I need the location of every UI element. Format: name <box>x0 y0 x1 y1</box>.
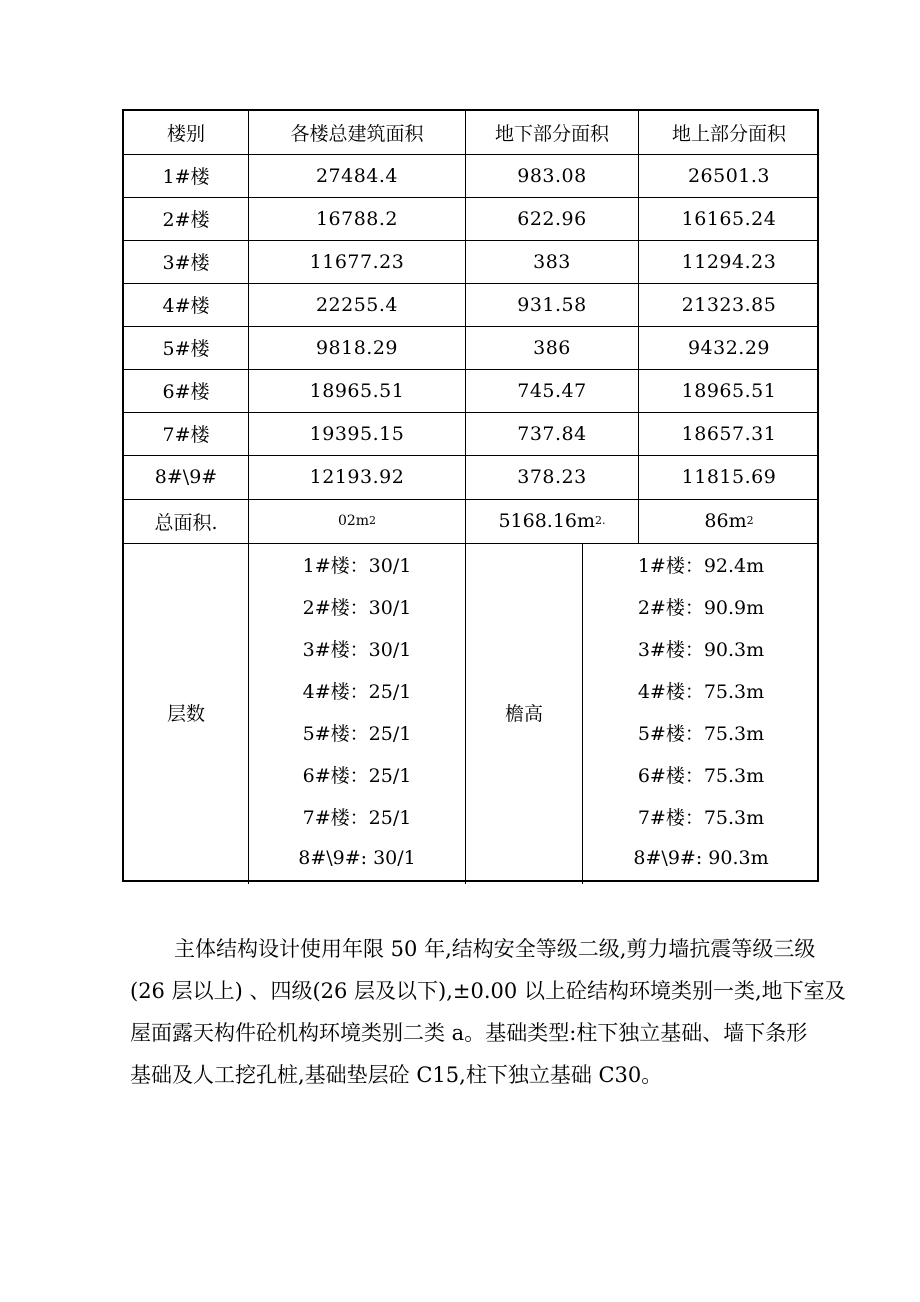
totals-underground: 5168.16m 2. <box>498 510 606 532</box>
list-item: 4#楼：75.3m <box>637 680 765 703</box>
cell-total: 18965.51 <box>309 379 405 402</box>
cell-building: 3#楼 <box>162 252 210 274</box>
cell-underground: 737.84 <box>517 422 587 445</box>
list-item: 1#楼：92.4m <box>637 554 765 577</box>
list-item: 1#楼：30/1 <box>302 554 412 577</box>
structure-description-paragraph <box>130 928 850 1096</box>
totals-total-value: 02m <box>337 513 370 529</box>
list-item: 3#楼：30/1 <box>302 638 412 661</box>
cell-total: 12193.92 <box>309 466 405 488</box>
cell-above: 16165.24 <box>681 207 777 230</box>
list-item: 3#楼：90.3m <box>637 638 765 661</box>
cell-total: 16788.2 <box>315 207 399 230</box>
cell-above: 18965.51 <box>681 379 777 402</box>
totals-total: 02m 2 <box>337 513 377 529</box>
cell-above: 26501.3 <box>687 164 771 187</box>
cell-underground: 931.58 <box>517 293 587 316</box>
list-item: 5#楼：25/1 <box>302 722 412 745</box>
cell-building: 6#楼 <box>162 381 210 403</box>
eave-label: 檐高 <box>504 703 543 725</box>
paragraph-line: 屋面露天构件砼机构环境类别二类 a。基础类型:柱下独立基础、墙下条形 <box>130 1021 808 1045</box>
cell-underground: 745.47 <box>517 379 587 402</box>
list-item: 7#楼：25/1 <box>302 806 412 829</box>
totals-underground-value: 5168.16m <box>498 510 596 532</box>
cell-underground: 378.23 <box>517 466 587 488</box>
header-underground-area: 地下部分面积 <box>494 123 609 145</box>
list-item: 2#楼：30/1 <box>302 596 412 619</box>
list-item: 8#\9#: 30/1 <box>298 847 416 869</box>
cell-building: 1#楼 <box>162 166 210 188</box>
floors-label: 层数 <box>166 703 205 725</box>
list-item: 6#楼：25/1 <box>302 764 412 787</box>
building-area-table <box>122 109 819 882</box>
list-item: 5#楼：75.3m <box>637 722 765 745</box>
paragraph-line: 主体结构设计使用年限 50 年,结构安全等级二级,剪力墙抗震等级三级 <box>174 937 816 961</box>
paragraph-line: (26 层以上) 、四级(26 层及以下),±0.00 以上砼结构环境类别一类,地下室及 <box>130 979 846 1003</box>
cell-total: 9818.29 <box>315 336 399 359</box>
cell-building: 7#楼 <box>162 424 210 446</box>
cell-building: 5#楼 <box>162 338 210 360</box>
cell-building: 4#楼 <box>162 295 210 317</box>
cell-above: 21323.85 <box>681 293 777 316</box>
list-item: 8#\9#: 90.3m <box>633 847 769 869</box>
cell-underground: 622.96 <box>517 207 587 230</box>
list-item: 2#楼：90.9m <box>637 596 765 619</box>
cell-above: 9432.29 <box>687 336 771 359</box>
list-item: 7#楼：75.3m <box>637 806 765 829</box>
cell-underground: 383 <box>533 250 571 273</box>
header-above-area: 地上部分面积 <box>671 123 786 145</box>
list-item: 6#楼：75.3m <box>637 764 765 787</box>
paragraph-line: 基础及人工挖孔桩,基础垫层砼 C15,柱下独立基础 C30。 <box>130 1063 663 1087</box>
cell-above: 11294.23 <box>681 250 777 273</box>
list-item: 4#楼：25/1 <box>302 680 412 703</box>
header-building: 楼别 <box>166 123 205 145</box>
cell-above: 18657.31 <box>681 422 777 445</box>
header-total-area: 各楼总建筑面积 <box>290 123 424 145</box>
cell-underground: 983.08 <box>517 164 587 187</box>
cell-building: 2#楼 <box>162 209 210 231</box>
cell-total: 27484.4 <box>315 164 399 187</box>
cell-total: 22255.4 <box>315 293 399 316</box>
cell-above: 11815.69 <box>681 466 777 488</box>
totals-above: 86m 2 <box>704 510 754 532</box>
cell-underground: 386 <box>533 336 571 359</box>
cell-total: 11677.23 <box>309 250 405 273</box>
cell-building: 8#\9# <box>154 466 218 488</box>
totals-label: 总面积. <box>154 511 218 534</box>
cell-total: 19395.15 <box>309 422 405 445</box>
totals-above-value: 86m <box>704 510 747 532</box>
